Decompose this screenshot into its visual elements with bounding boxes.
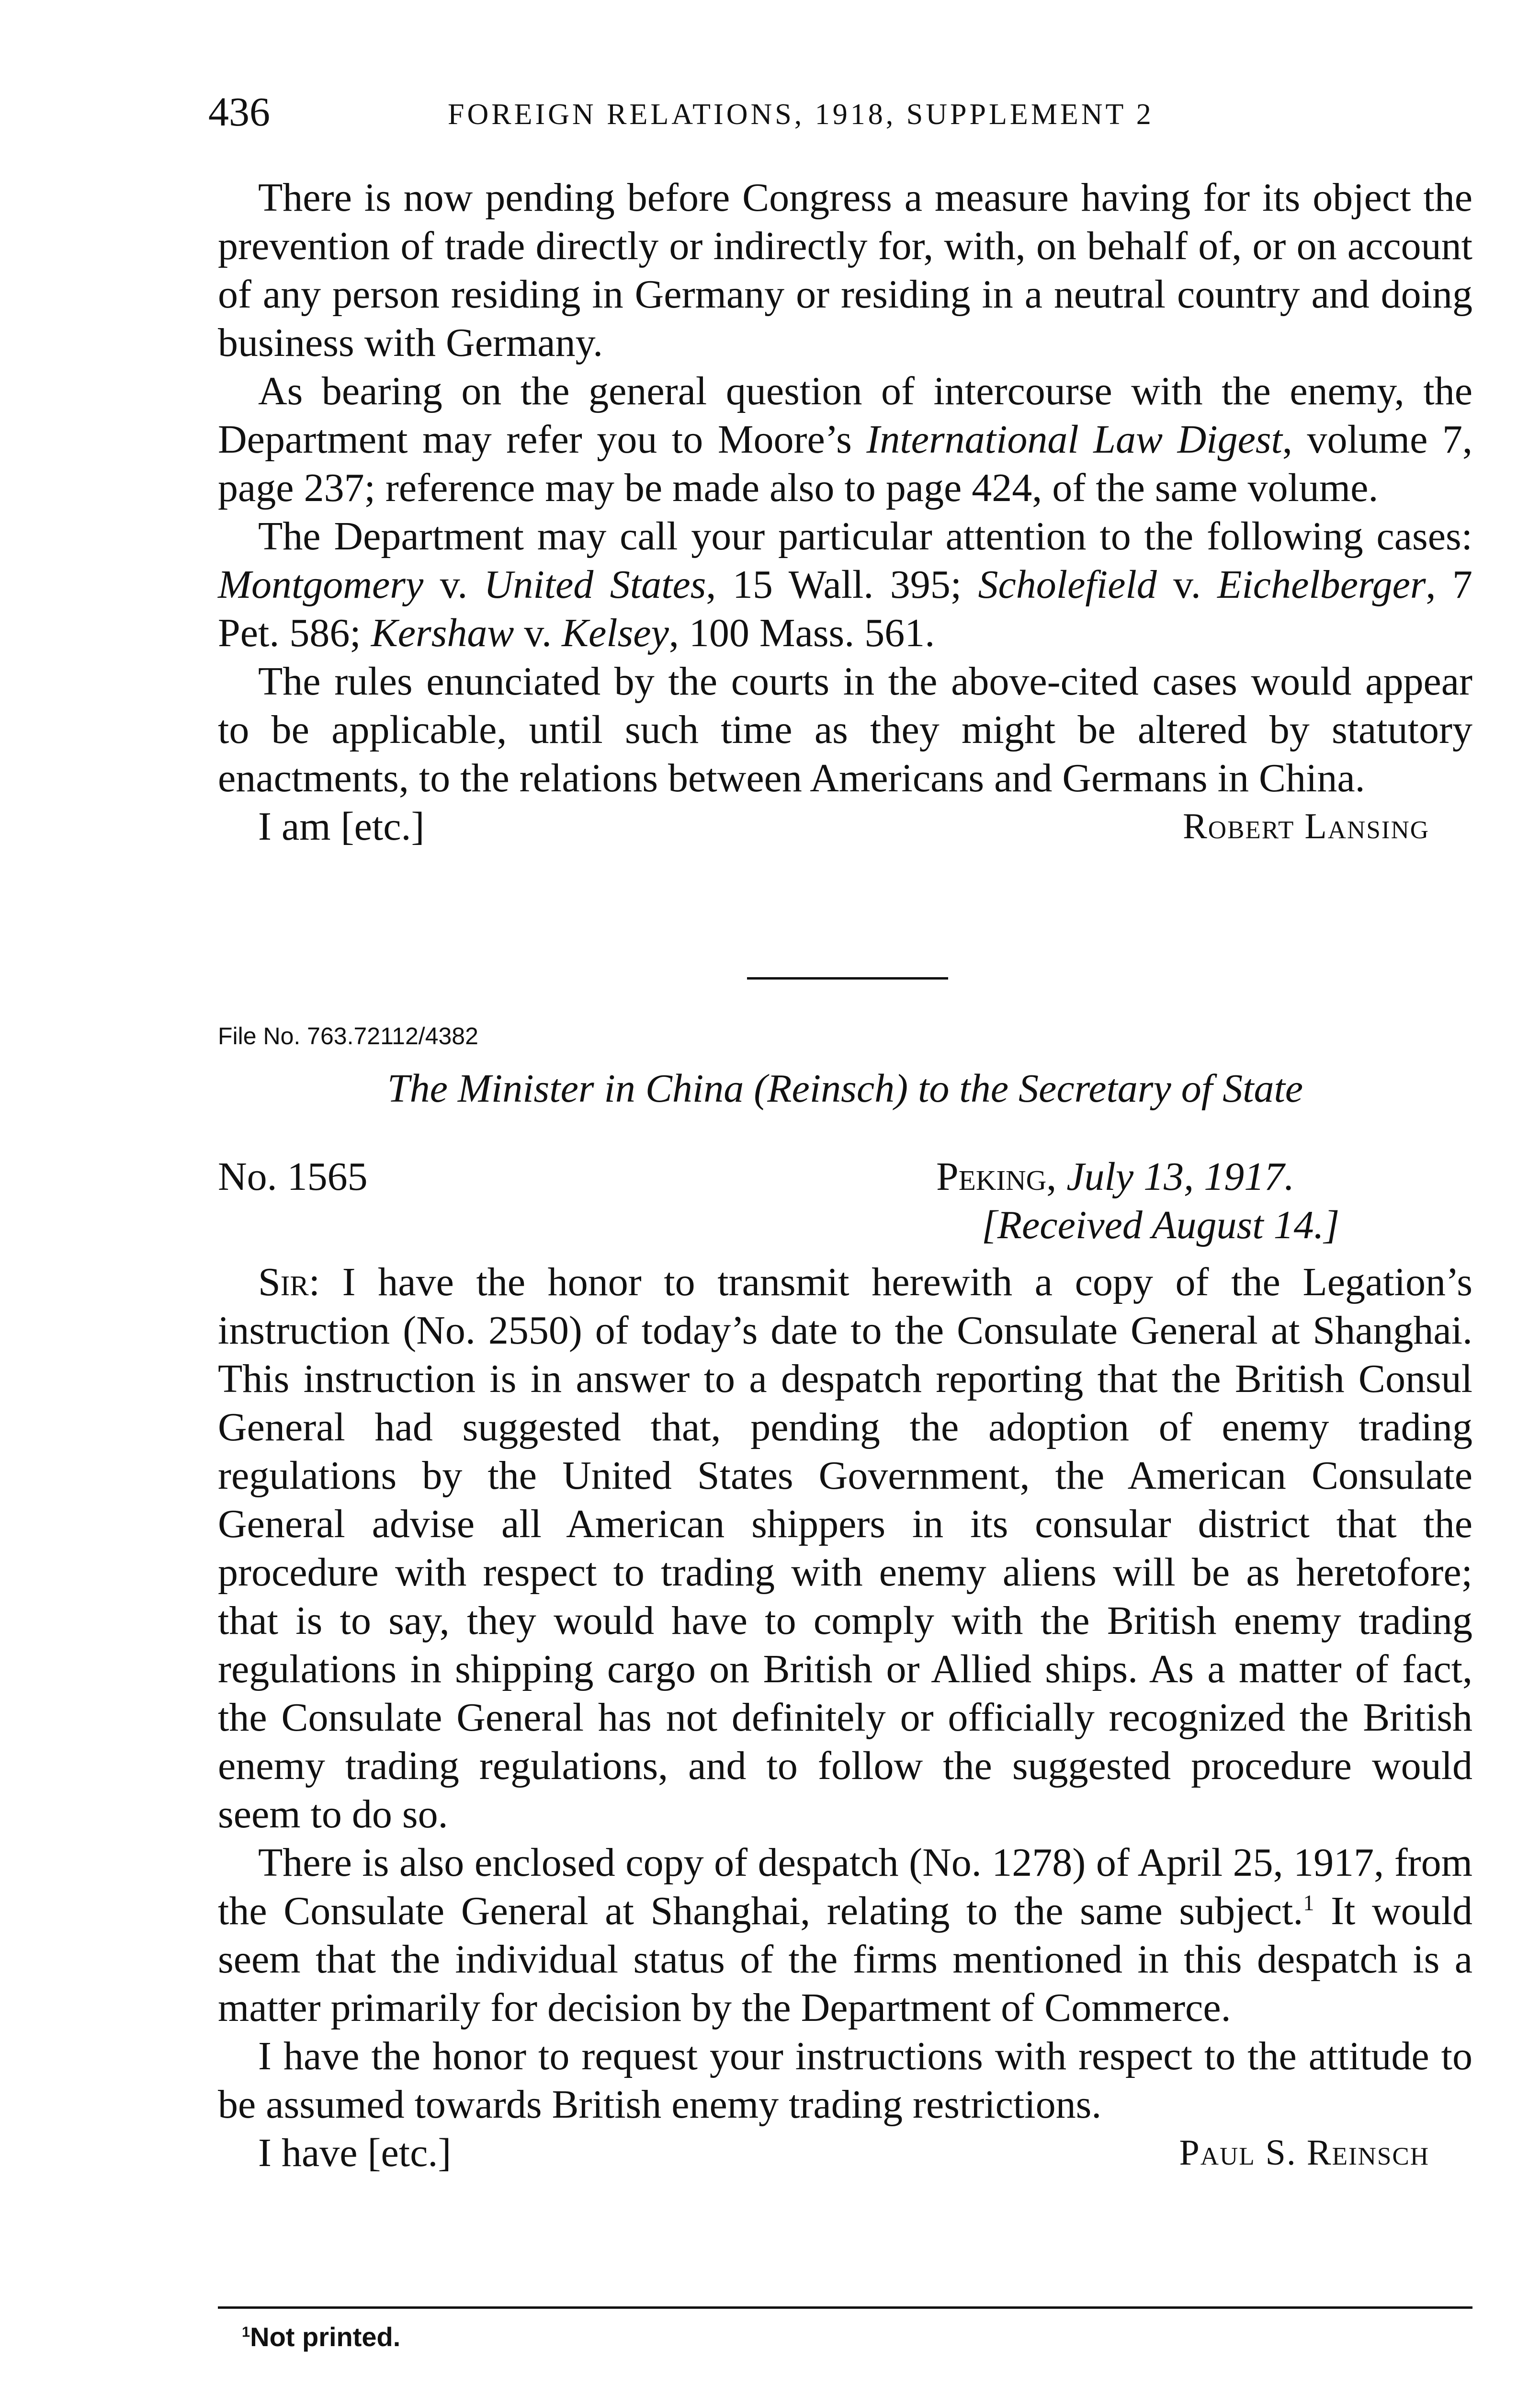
running-title: FOREIGN RELATIONS, 1918, SUPPLEMENT 2 (448, 98, 1154, 131)
case-versus: v. (1156, 562, 1218, 607)
case-citation: , 7 Pet. 586; (218, 562, 1472, 655)
case-name: Scholefield (978, 562, 1157, 607)
page-number: 436 (208, 89, 270, 135)
letter2-signature-line (218, 2129, 1472, 2177)
running-head (208, 84, 1482, 137)
digest-title: International Law Digest (866, 417, 1282, 462)
section-divider (747, 977, 948, 980)
case-name: United States (484, 562, 706, 607)
letter2-signature: Paul S. Reinsch (1179, 2133, 1429, 2173)
letter1-paragraph-4: The rules enunciated by the courts in the above-cited cases would appear to be applicable, until such time as they might be altered by statutory enactments, to the relations between Americans and Germans in China. (218, 659, 1472, 800)
footnote-rule (218, 2306, 1472, 2309)
footnote-number: 1 (242, 2323, 250, 2340)
salutation: Sir (258, 1260, 309, 1304)
despatch-number: No. 1565 (218, 1154, 368, 1199)
p3-text: The Department may call your particular attention to the following cases: (258, 514, 1472, 559)
letter-lansing (218, 173, 1472, 851)
paragraph-text: : I have the honor to transmit herewith a copy of the Legation’s instruction (No. 2550) of today’s date to the Consulate General at Shanghai. This instruction is in answer to a despatch reporting that the British Consul General had suggested that, pending the adoption of enemy trading regulations by the United States Government, the American Consulate General advise all American shippers in its consular district that the procedure with respect to trading with enemy aliens will be as heretofore; that is to say, they would have to comply with the British enemy trading regulations in shipping cargo on British or Allied ships. As a matter of fact, the Consulate General has not definitely or officially recognized the British enemy trading regulations, and to follow the suggested procedure would seem to do so. (218, 1260, 1472, 1836)
case-versus: v. (514, 611, 562, 655)
place-name: Peking, (936, 1154, 1057, 1199)
footnote (242, 2320, 400, 2354)
file-number: File No. 763.72112/4382 (218, 1023, 478, 1049)
p2-text-after: , volume 7, page 237; reference may be made also to page 424, of the same volume. (218, 417, 1472, 510)
letter1-paragraph-1: There is now pending before Congress a measure having for its object the prevention of trade directly or indirectly for, with, on behalf of, or on account of any person residing in Germany or residing in a neutral country and doing business with Germany. (218, 175, 1472, 365)
case-citation: , 15 Wall. 395; (706, 562, 978, 607)
date-place (936, 1152, 1294, 1201)
received-date: [Received August 14.] (982, 1203, 1340, 1247)
case-name: Kershaw (371, 611, 514, 655)
document-title: The Minister in China (Reinsch) to the Secretary of State (387, 1066, 1303, 1111)
paragraph-text: There is also enclosed copy of despatch (No. 1278) of April 25, 1917, from the Consulate General at Shanghai, relating to the same subject. (218, 1840, 1472, 1933)
case-name: Kelsey (561, 611, 669, 655)
letter1-signature: Robert Lansing (1183, 806, 1429, 846)
letter2-paragraph-3: I have the honor to request your instructions with respect to the attitude to be assumed towards British enemy trading restrictions. (218, 2034, 1472, 2127)
case-name: Montgomery (218, 562, 424, 607)
letter1-paragraph-2 (218, 367, 1472, 512)
letter1-paragraph-3 (218, 512, 1472, 657)
p2-text-before: As bearing on the general question of intercourse with the enemy, the Department may refer you to Moore’s (218, 369, 1472, 462)
letter2-paragraph-2 (218, 1838, 1472, 2032)
case-name: Eichelberger (1217, 562, 1426, 607)
case-versus: v. (423, 562, 484, 607)
despatch-date: July 13, 1917. (1066, 1154, 1295, 1199)
letter2-paragraph-1 (218, 1258, 1472, 1838)
letter1-signature-line (218, 802, 1472, 851)
letter-reinsch (218, 1258, 1472, 2177)
letter2-closing: I have [etc.] (258, 2131, 452, 2175)
case-citation: , 100 Mass. 561. (668, 611, 935, 655)
footnote-text: Not printed. (250, 2322, 401, 2352)
footnote-marker: 1 (1303, 1891, 1314, 1915)
paragraph-text: It would seem that the individual status of the firms mentioned in this despatch is a matter primarily for decision by the Department of Commerce. (218, 1889, 1473, 2030)
letter1-closing: I am [etc.] (258, 804, 425, 849)
